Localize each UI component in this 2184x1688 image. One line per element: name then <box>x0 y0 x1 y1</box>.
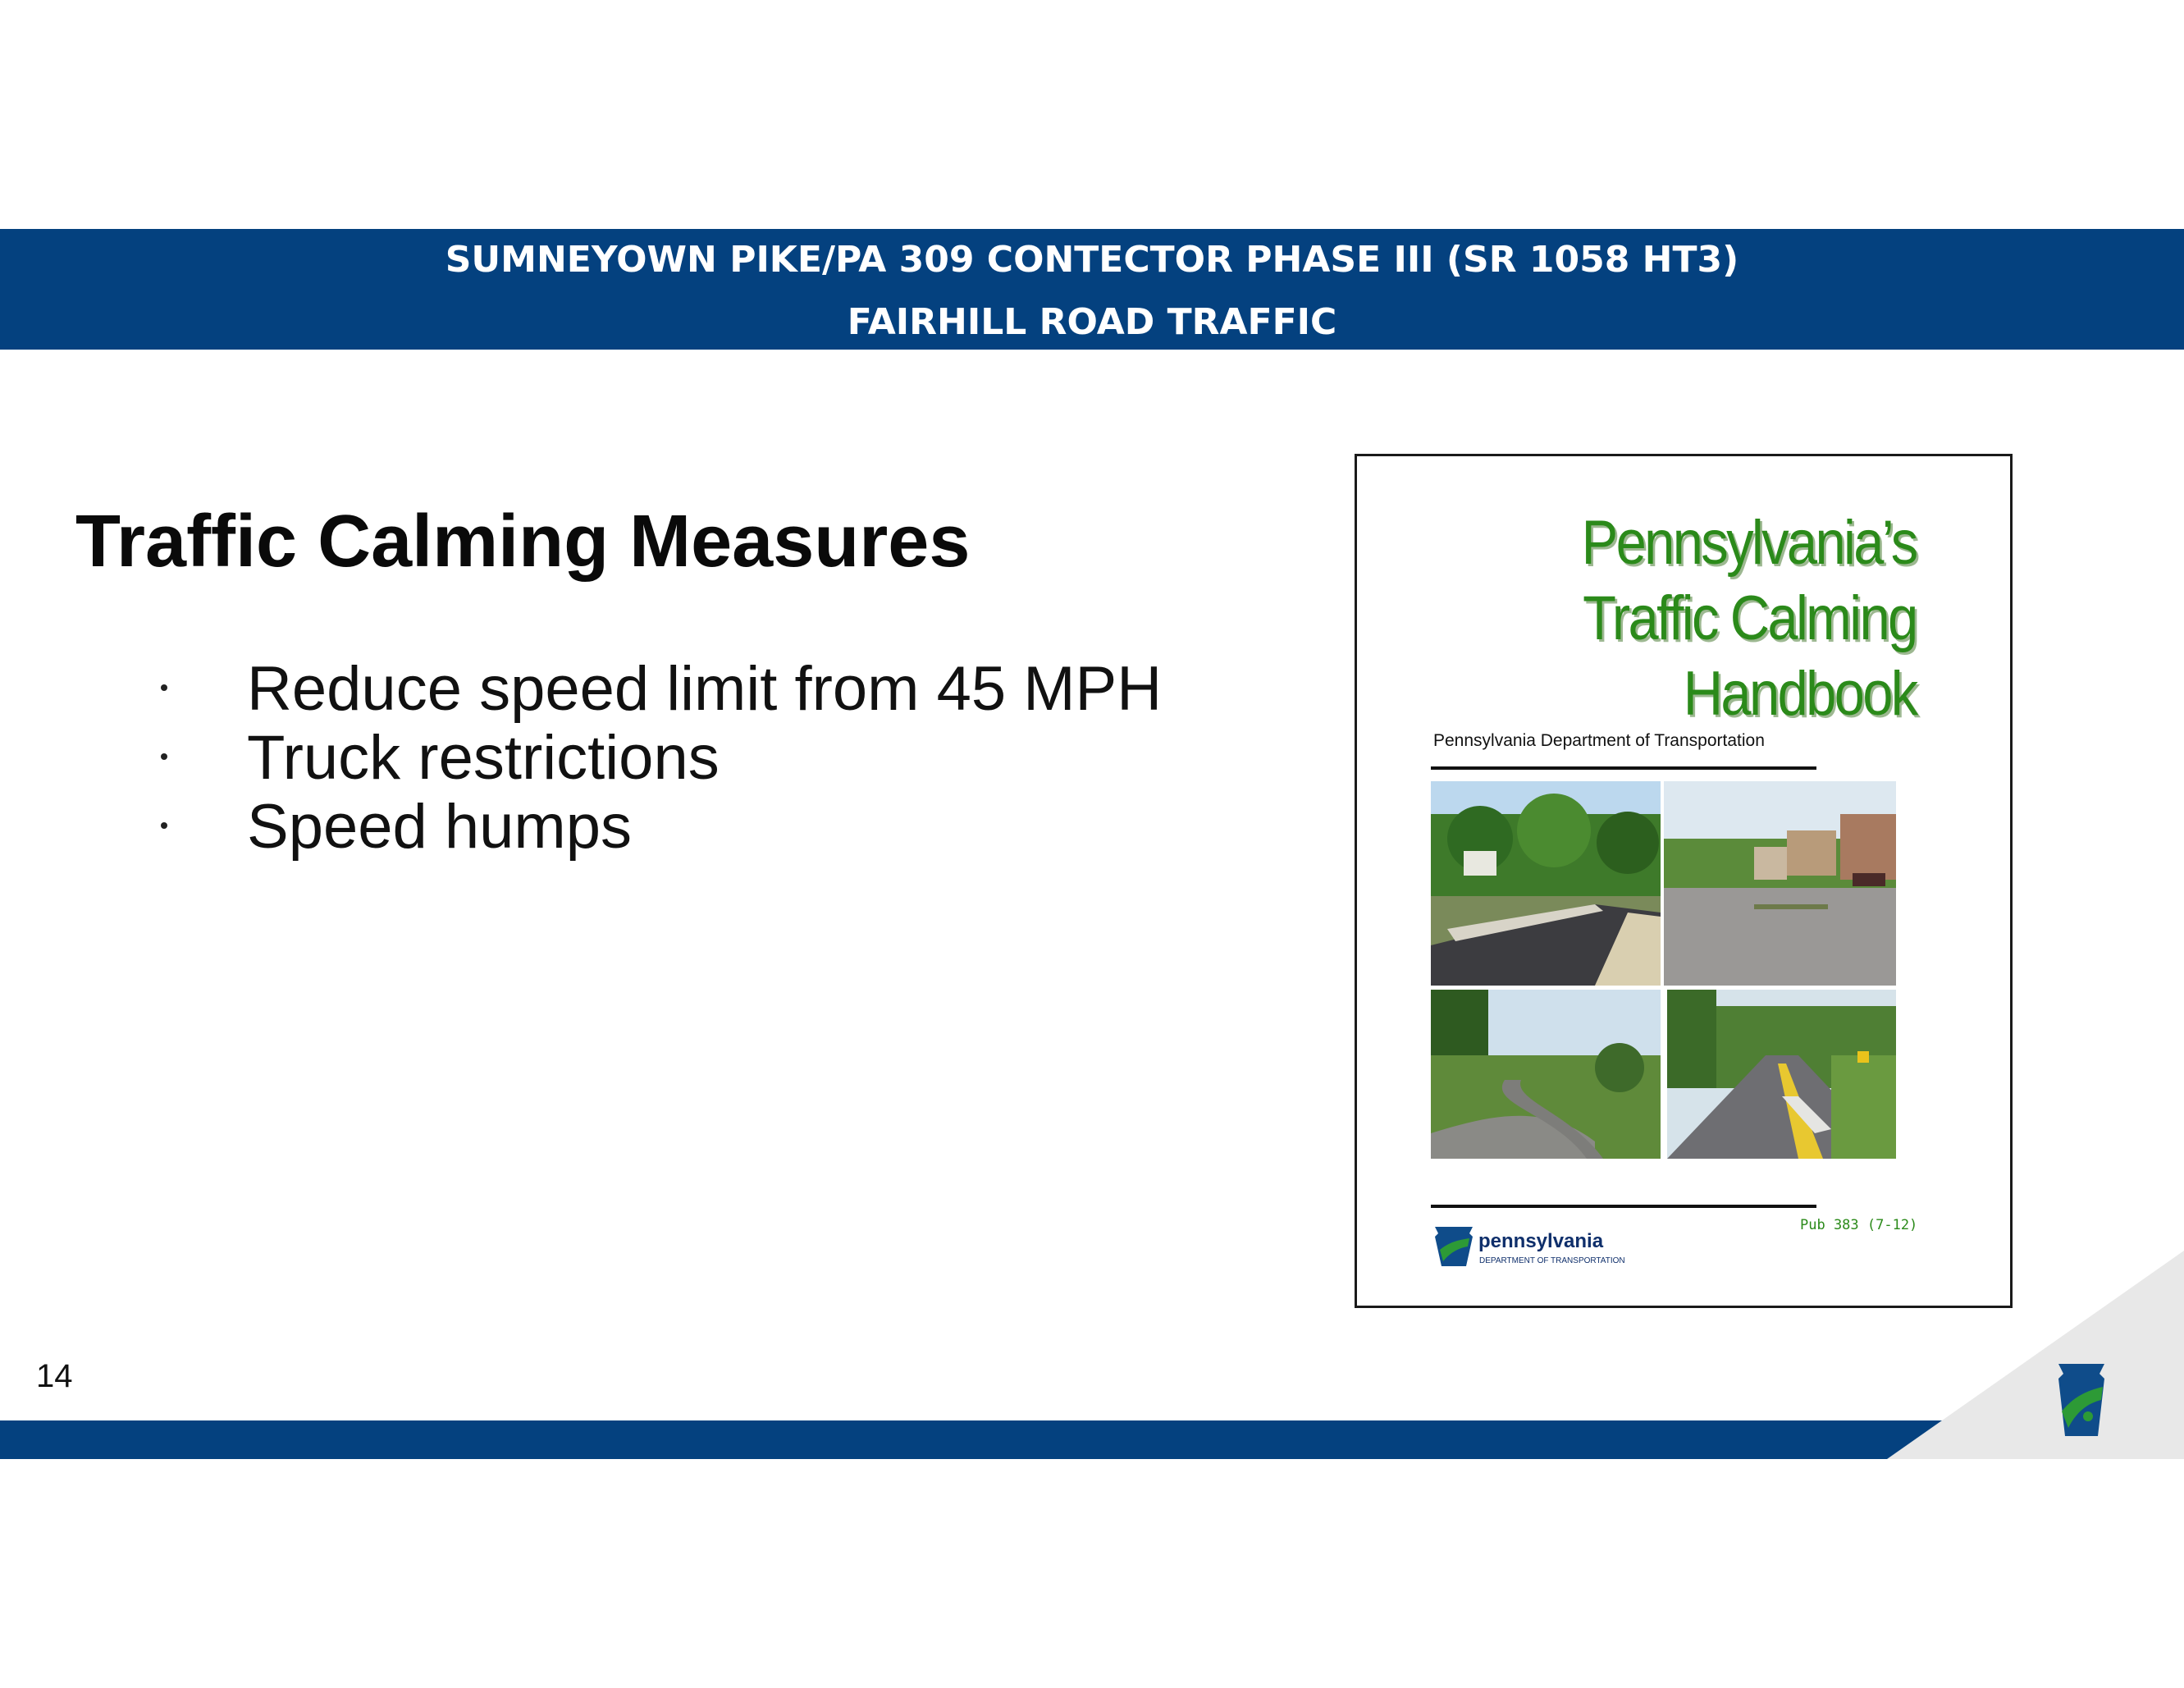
handbook-agency: Pennsylvania Department of Transportation <box>1433 731 1765 750</box>
handbook-cover-image <box>1355 454 2013 1308</box>
handbook-title <box>1582 505 1917 732</box>
logo-subtitle: DEPARTMENT OF TRANSPORTATION <box>1479 1256 1625 1265</box>
penndot-logo <box>1433 1225 1647 1274</box>
cover-divider-top <box>1431 766 1816 770</box>
keystone-icon <box>2055 1361 2108 1439</box>
handbook-title-line: Traffic Calming <box>1583 583 1917 653</box>
project-subtitle: FAIRHILL ROAD TRAFFIC <box>847 301 1337 343</box>
road-photo-curve <box>1431 990 1661 1159</box>
bullet-text: Reduce speed limit from 45 MPH <box>247 654 1163 724</box>
page-number: 14 <box>36 1358 73 1394</box>
road-photo-center-island <box>1667 990 1896 1159</box>
logo-name: pennsylvania <box>1478 1230 1604 1252</box>
road-photo-median <box>1431 781 1661 986</box>
project-title: SUMNEYOWN PIKE/PA 309 CONTECTOR PHASE III (SR 1058 HT3) <box>445 239 1739 281</box>
header-band <box>0 229 2184 350</box>
penndot-keystone-icon <box>1433 1225 1474 1268</box>
handbook-title-line: Handbook <box>1684 659 1917 729</box>
road-photo-intersection <box>1664 781 1896 986</box>
cover-divider-bottom <box>1431 1205 1816 1208</box>
bullet-text: Speed humps <box>247 792 632 862</box>
handbook-title-line: Pennsylvania’s <box>1582 508 1917 578</box>
publication-number: Pub 383 (7-12) <box>1800 1217 1918 1233</box>
footer-band <box>0 1420 2184 1459</box>
bullet-text: Truck restrictions <box>247 723 720 793</box>
slide-title: Traffic Calming Measures <box>75 501 971 583</box>
footer-wedge-cut <box>0 1420 2184 1459</box>
bullet-dot <box>161 684 167 691</box>
bullet-dot <box>161 753 167 760</box>
bullet-dot <box>161 822 167 829</box>
